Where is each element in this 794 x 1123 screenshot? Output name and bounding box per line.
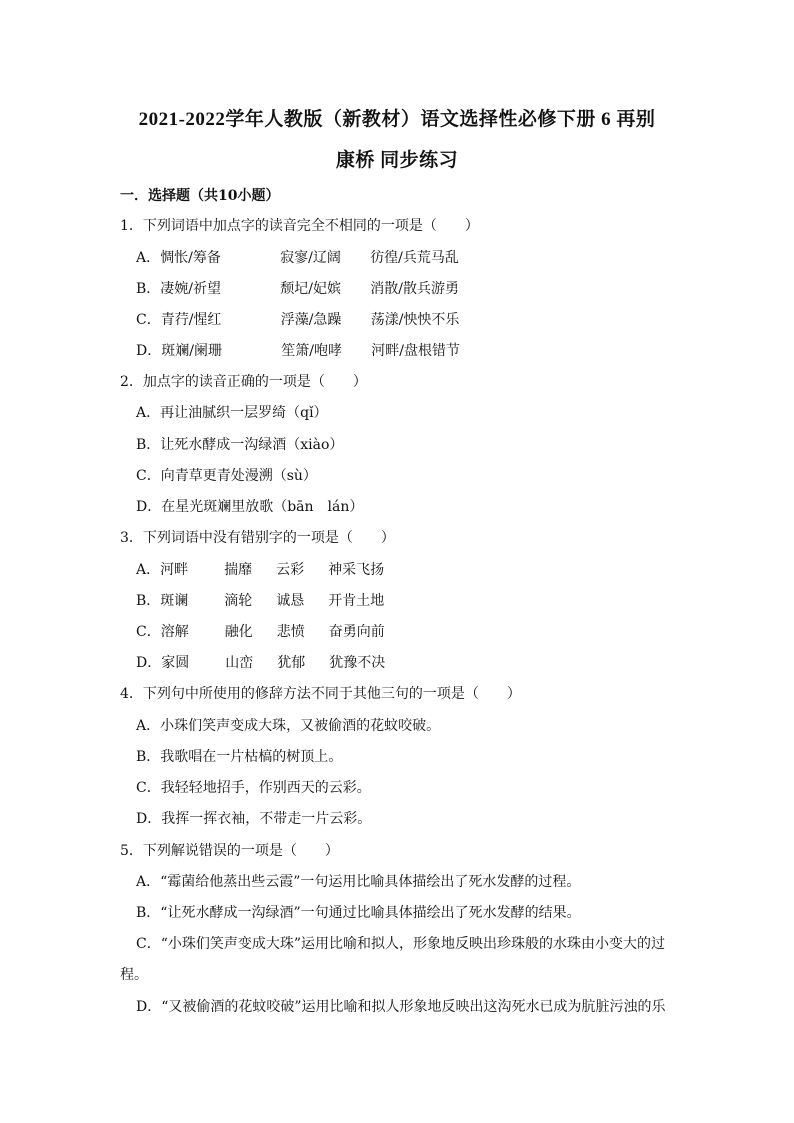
question-1-option-b: B．凄婉/祈望 颓圮/妃嫔 消散/散兵游勇	[136, 281, 460, 297]
question-3-option-d: D．家圆 山峦 犹郁 犹豫不决	[136, 655, 386, 671]
question-2-option-c: C．向青草更青处漫溯（sù）	[136, 468, 317, 484]
question-3-option-a: A．河畔 揣靡 云彩 神采飞扬	[136, 562, 385, 578]
question-2-stem: 2．加点字的读音正确的一项是（ ）	[120, 374, 367, 390]
question-3-option-c: C．溶解 融化 悲愤 奋勇向前	[136, 624, 385, 640]
question-4-option-d: D．我挥一挥衣袖，不带走一片云彩。	[136, 811, 372, 827]
question-4-option-c: C．我轻轻地招手，作别西天的云彩。	[136, 780, 371, 796]
question-1-option-c: C．青荇/惺红 浮藻/急躁 荡漾/怏怏不乐	[136, 312, 460, 328]
question-5-option-c: C．“小珠们笑声变成大珠”运用比喻和拟人，形象地反映出珍珠般的水珠由小变大的过	[136, 936, 666, 952]
section-heading: 一．选择题（共10小题）	[120, 188, 280, 204]
question-3-stem: 3．下列词语中没有错别字的一项是（ ）	[120, 530, 395, 546]
question-1-option-a: A．惆怅/筹备 寂寥/辽阔 彷徨/兵荒马乱	[136, 250, 459, 266]
question-5-option-b: B．“让死水酵成一沟绿酒”一句通过比喻具体描绘出了死水发酵的结果。	[136, 905, 581, 921]
question-5-stem: 5．下列解说错误的一项是（ ）	[120, 843, 339, 859]
question-2-option-d: D．在星光斑斓里放歌（bān lán）	[136, 499, 364, 515]
question-3-option-b: B．斑谰 滴轮 诚恳 开肯土地	[136, 593, 385, 609]
question-4-option-a: A．小珠们笑声变成大珠，又被偷酒的花蚊咬破。	[136, 718, 441, 734]
question-1-option-d: D．斑斓/阑珊 笙箫/咆哮 河畔/盘根错节	[136, 343, 460, 359]
question-5-option-c-continued: 程。	[120, 967, 148, 983]
question-2-option-b: B．让死水酵成一沟绿酒（xiào）	[136, 437, 344, 453]
question-4-stem: 4．下列句中所使用的修辞方法不同于其他三句的一项是（ ）	[120, 686, 521, 702]
question-5-option-d: D．“又被偷酒的花蚊咬破”运用比喻和拟人形象地反映出这沟死水已成为肮脏污浊的乐	[136, 999, 666, 1015]
question-4-option-b: B．我歌唱在一片枯槁的树顶上。	[136, 749, 343, 765]
document-title-line-2: 康桥 同步练习	[335, 150, 459, 171]
document-title-line-1: 2021-2022学年人教版（新教材）语文选择性必修下册 6 再别	[138, 109, 656, 130]
question-5-option-a: A．“霉菌给他蒸出些云霞”一句运用比喻具体描绘出了死水发酵的过程。	[136, 874, 581, 890]
question-1-stem: 1．下列词语中加点字的读音完全不相同的一项是（ ）	[120, 218, 479, 234]
question-2-option-a: A．再让油腻织一层罗绮（qǐ）	[136, 405, 328, 421]
